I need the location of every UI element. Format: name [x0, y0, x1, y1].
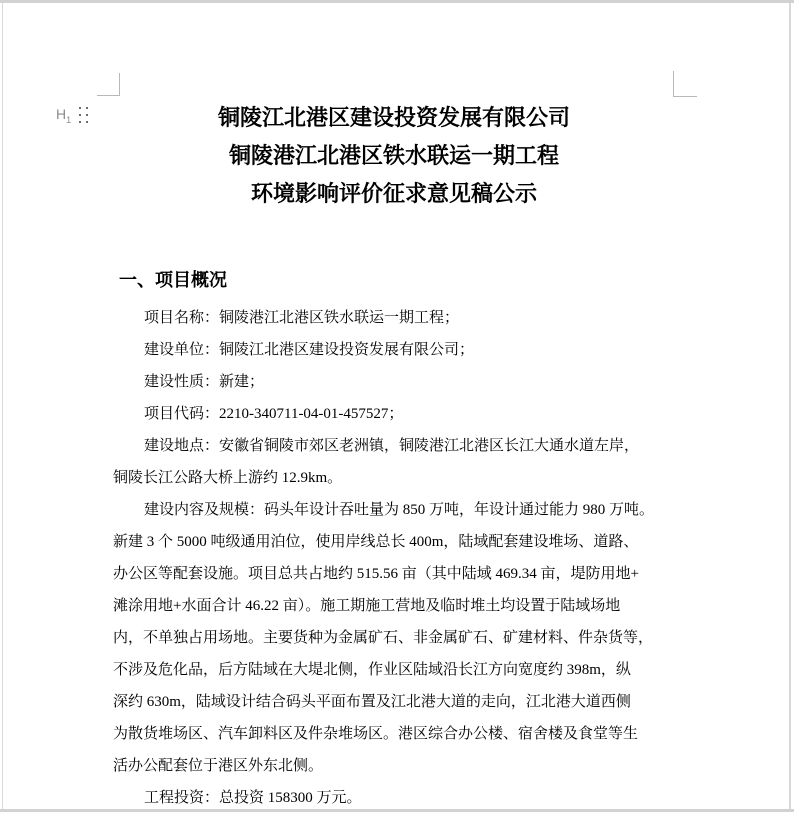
section-heading[interactable]: 一、项目概况 — [119, 270, 227, 290]
heading-level-number: 1 — [66, 114, 72, 125]
body-text-line[interactable]: 滩涂用地+水面合计 46.22 亩）。施工期施工营地及临时堆土均设置于陆域场地 — [113, 598, 621, 614]
body-text-line[interactable]: 不涉及危化品，后方陆域在大堤北侧，作业区陆域沿长江方向宽度约 398m，纵 — [113, 662, 631, 678]
dot — [86, 107, 88, 109]
body-text-line[interactable]: 项目名称：铜陵港江北港区铁水联运一期工程； — [144, 310, 460, 326]
heading-level-marker[interactable] — [56, 105, 71, 129]
dot — [79, 114, 81, 116]
body-text-line[interactable]: 新建 3 个 5000 吨级通用泊位，使用岸线总长 400m，陆域配套建设堆场、道路、 — [113, 534, 639, 550]
body-text-line[interactable]: 办公区等配套设施。项目总共占地约 515.56 亩（其中陆域 469.34 亩，堤防用地+ — [113, 566, 639, 582]
body-text-line[interactable]: 建设单位：铜陵江北港区建设投资发展有限公司； — [144, 342, 475, 358]
title-line[interactable]: 铜陵港江北港区铁水联运一期工程 — [228, 143, 559, 168]
canvas-edge-left — [2, 3, 3, 809]
body-text-line[interactable]: 铜陵长江公路大桥上游约 12.9km。 — [113, 470, 343, 486]
dot — [86, 121, 88, 123]
title-line[interactable]: 铜陵江北港区建设投资发展有限公司 — [217, 105, 570, 130]
text-boundary-mark-top-left — [97, 73, 120, 96]
title-line[interactable]: 环境影响评价征求意见稿公示 — [250, 181, 537, 206]
heading-level-letter: H — [56, 106, 67, 122]
document-title[interactable] — [113, 99, 675, 213]
body-text-line[interactable]: 内，不单独占用场地。主要货种为金属矿石、非金属矿石、矿建材料、件杂货等， — [113, 630, 654, 646]
body-text-line[interactable]: 建设地点：安徽省铜陵市郊区老洲镇，铜陵港江北港区长江大通水道左岸， — [144, 438, 640, 454]
text-boundary-mark-top-right — [673, 71, 697, 97]
body-text-line[interactable]: 建设性质：新建； — [144, 374, 265, 390]
body-text-line[interactable]: 工程投资：总投资 158300 万元。 — [144, 790, 362, 806]
body-text-line[interactable]: 项目代码：2210-340711-04-01-457527； — [144, 406, 404, 422]
canvas-edge-right — [789, 3, 791, 809]
document-body[interactable] — [113, 302, 679, 814]
dot — [79, 121, 81, 123]
body-text-line[interactable]: 建设内容及规模：码头年设计吞吐量为 850 万吨，年设计通过能力 980 万吨。 — [144, 502, 655, 518]
body-text-line[interactable]: 深约 630m，陆域设计结合码头平面布置及江北港大道的走向，江北港大道西侧 — [113, 694, 631, 710]
dot — [79, 107, 81, 109]
dot — [86, 114, 88, 116]
paragraph-drag-handle-icon[interactable] — [79, 107, 88, 123]
body-text-line[interactable]: 活办公配套位于港区外东北侧。 — [113, 758, 324, 774]
body-text-line[interactable]: 为散货堆场区、汽车卸料区及件杂堆场区。港区综合办公楼、宿舍楼及食堂等生 — [113, 726, 639, 742]
canvas-edge-top — [0, 0, 794, 3]
